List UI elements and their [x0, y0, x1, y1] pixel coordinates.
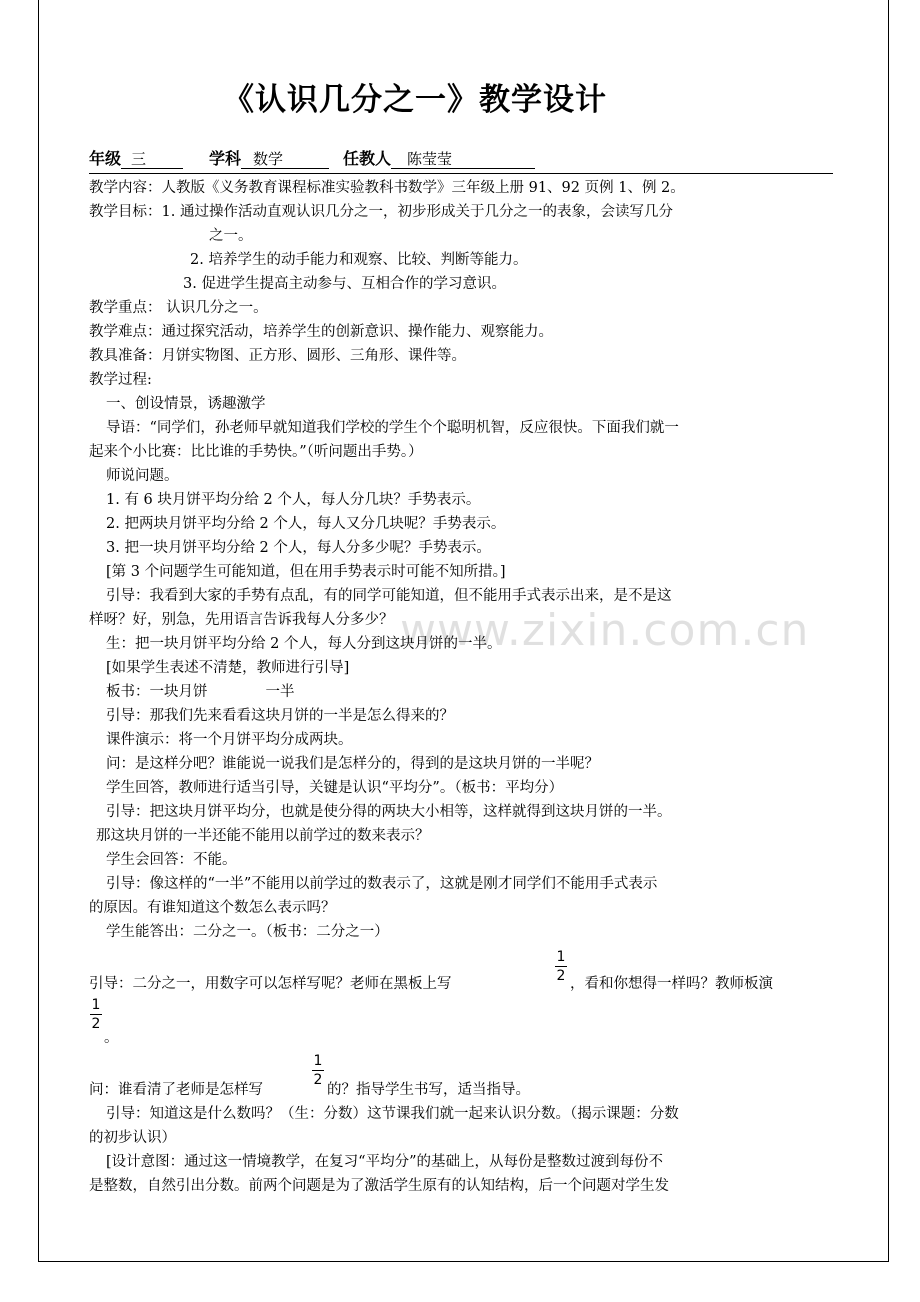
text-line: 引导：那我们先来看看这块月饼的一半是怎么得来的？: [106, 708, 454, 724]
text-line: 问：谁看清了老师是怎样写: [89, 1082, 263, 1098]
text-line: 引导：二分之一，用数字可以怎样写呢？老师在黑板上写: [89, 976, 452, 992]
objective-line: 之一。: [209, 228, 253, 244]
text-line: 课件演示：将一个月饼平均分成两块。: [106, 732, 353, 748]
text-line: 板书：一块月饼 一半: [106, 684, 295, 700]
document-title: 《认识几分之一》教学设计: [223, 82, 607, 118]
subject-value: 数学: [241, 150, 329, 169]
text-line: 那这块月饼的一半还能不能用以前学过的数来表示？: [96, 828, 430, 844]
text-line: 导语：“同学们，孙老师早就知道我们学校的学生个个聪明机智，反应很快。下面我们就一: [106, 420, 679, 436]
text-line: 生：把一块月饼平均分给 2 个人，每人分到这块月饼的一半。: [106, 636, 502, 652]
process-heading: 教学过程:: [89, 372, 152, 388]
teacher-label: 任教人: [343, 149, 392, 168]
text-line: 。: [104, 1030, 119, 1046]
materials-line: 教具准备：月饼实物图、正方形、圆形、三角形、课件等。: [89, 348, 466, 364]
text-line: 引导：把这块月饼平均分，也就是使分得的两块大小相等，这样就得到这块月饼的一半。: [106, 804, 672, 820]
subject-label: 学科: [209, 149, 242, 168]
text-line: 学生能答出：二分之一。（板书：二分之一）: [106, 924, 389, 940]
text-line: 样呀？好，别急，先用语言告诉我每人分多少？: [89, 612, 394, 628]
fraction-bar: [555, 966, 567, 967]
grade-value: 三: [121, 150, 183, 169]
objective-line: 教学目标：1. 通过操作活动直观认识几分之一，初步形成关于几分之一的表象，会读写几分: [89, 204, 673, 220]
key-point-line: 教学重点： 认识几分之一。: [89, 300, 268, 316]
fraction-one-half: [311, 1054, 325, 1087]
text-line: 师说问题。: [106, 468, 179, 484]
grade-label: 年级: [89, 149, 122, 168]
question-item: 1. 有 6 块月饼平均分给 2 个人，每人分几块？手势表示。: [106, 492, 481, 508]
fraction-numerator: 1: [91, 997, 101, 1013]
text-line: 是整数，自然引出分数。前两个问题是为了激活学生原有的认知结构，后一个问题对学生发: [89, 1178, 669, 1194]
text-line: 的原因。有谁知道这个数怎么表示吗？: [89, 900, 336, 916]
fraction-denominator: 2: [313, 1072, 323, 1088]
meta-row: [89, 146, 535, 169]
watermark: www.zixin.com.cn: [400, 605, 810, 656]
text-line: 的初步认识）: [89, 1130, 176, 1146]
difficulty-line: 教学难点：通过探究活动，培养学生的创新意识、操作能力、观察能力。: [89, 324, 553, 340]
text-line: 引导：像这样的“一半”不能用以前学过的数表示了，这就是刚才同学们不能用手式表示: [106, 876, 658, 892]
text-line: [如果学生表述不清楚，教师进行引导]: [106, 660, 350, 676]
text-line: 起来个小比赛：比比谁的手势快。”（听问题出手势。）: [89, 444, 423, 460]
text-line: ，看和你想得一样吗？教师板演: [570, 976, 773, 992]
text-line: 引导：我看到大家的手势有点乱，有的同学可能知道，但不能用手式表示出来，是不是这: [106, 588, 672, 604]
text-line: 问：是这样分吧？谁能说一说我们是怎样分的，得到的是这块月饼的一半呢？: [106, 756, 599, 772]
fraction-numerator: 1: [313, 1053, 323, 1069]
fraction-bar: [90, 1014, 102, 1015]
text-line: 引导：知道这是什么数吗？（生：分数）这节课我们就一起来认识分数。（揭示课题：分数: [106, 1106, 679, 1122]
fraction-bar: [312, 1070, 324, 1071]
content-line: 教学内容：人教版《义务教育课程标准实验教科书数学》三年级上册 91、92 页例 1、例 2。: [89, 180, 685, 196]
section-heading: 一、创设情景，诱趣激学: [106, 396, 266, 412]
text-line: [设计意图：通过这一情境教学，在复习“平均分”的基础上，从每份是整数过渡到每份不: [106, 1154, 663, 1170]
header-rule: [89, 173, 833, 174]
text-line: 的？指导学生书写，适当指导。: [327, 1082, 530, 1098]
fraction-one-half: [554, 950, 568, 983]
teacher-value: 陈莹莹: [391, 150, 535, 169]
text-line: [第 3 个问题学生可能知道，但在用手势表示时可能不知所措。]: [106, 564, 506, 580]
text-line: 学生回答，教师进行适当引导，关键是认识“平均分”。（板书：平均分）: [106, 780, 564, 796]
objective-line: 2. 培养学生的动手能力和观察、比较、判断等能力。: [190, 252, 528, 268]
fraction-numerator: 1: [556, 949, 566, 965]
fraction-denominator: 2: [556, 968, 566, 984]
question-item: 3. 把一块月饼平均分给 2 个人，每人分多少呢？手势表示。: [106, 540, 491, 556]
question-item: 2. 把两块月饼平均分给 2 个人，每人又分几块呢？手势表示。: [106, 516, 506, 532]
fraction-one-half: [89, 998, 103, 1031]
objective-line: 3. 促进学生提高主动参与、互相合作的学习意识。: [183, 276, 506, 292]
text-line: 学生会回答：不能。: [106, 852, 237, 868]
fraction-denominator: 2: [91, 1016, 101, 1032]
